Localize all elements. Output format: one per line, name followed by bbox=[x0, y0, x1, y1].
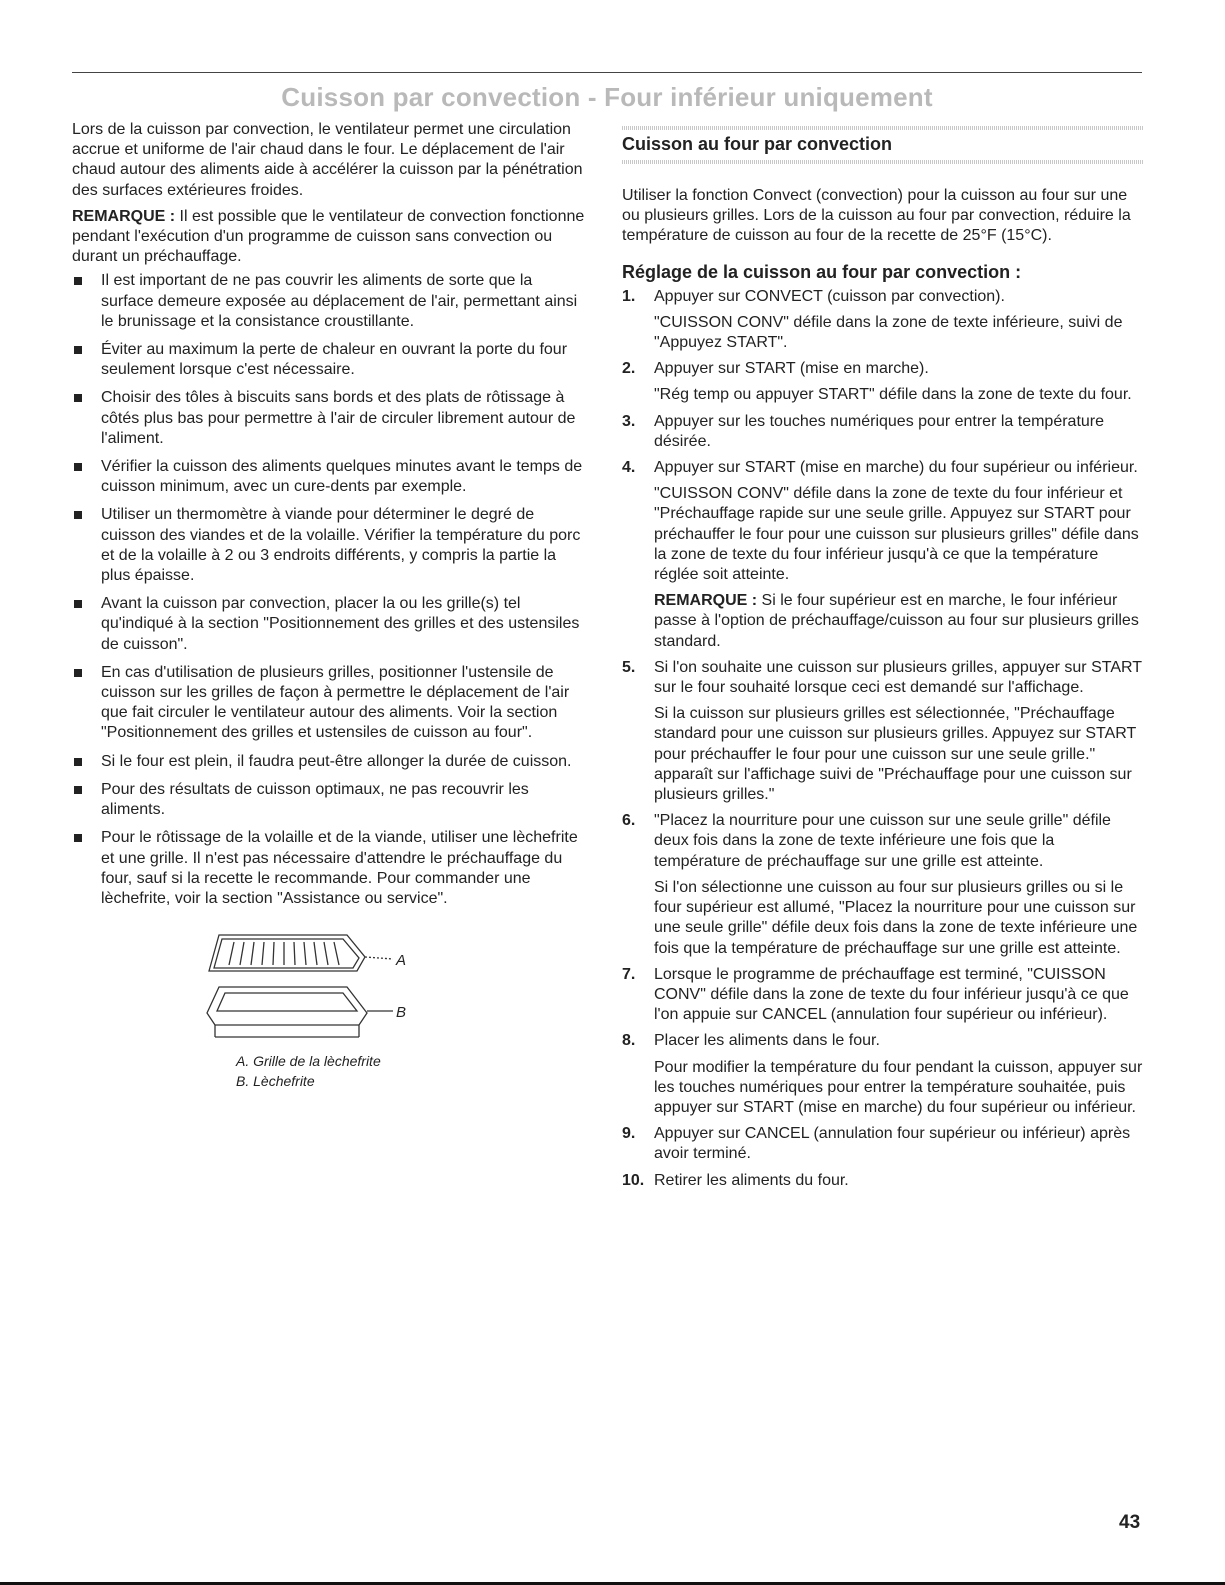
bullet-square-icon bbox=[74, 786, 82, 794]
step-note-text: Si le four supérieur est en marche, le four inférieur passe à l'option de préchauffage/cuisson au four sur plusieurs grilles standard. bbox=[654, 592, 1139, 650]
left-column bbox=[72, 120, 587, 1092]
broiler-pan-drawing bbox=[207, 987, 393, 1037]
broiler-pan-figure bbox=[72, 927, 587, 1092]
step-detail: "CUISSON CONV" défile dans la zone de texte du four inférieur et "Préchauffage rapide sur une seule grille. Appuyez sur START pour préchauffer le four pour une cuisson sur plusieurs grilles" défile dans la zone de texte du four inférieur jusqu'à ce que la température réglée soit atteinte. bbox=[654, 485, 1139, 584]
step-detail: Si la cuisson sur plusieurs grilles est sélectionnée, "Préchauffage standard pour une cuisson sur plusieurs grilles. Appuyez sur START pour préchauffer le four pour une cuisson sur une seule grille." apparaît sur l'affichage suivi de "Préchauffage pour une cuisson sur plusieurs grilles." bbox=[654, 705, 1137, 804]
label-a: A bbox=[396, 952, 407, 970]
step-number: 5. bbox=[622, 658, 636, 676]
step-item bbox=[622, 1031, 1143, 1118]
bullet-square-icon bbox=[74, 346, 82, 354]
convection-intro: Utiliser la fonction Convect (convection) pour la cuisson au four sur une ou plusieurs grilles. Lors de la cuisson au four par convection, réduire la température de cuisson au four de la recette de 25°F (15°C). bbox=[622, 187, 1131, 245]
list-item: Pour le rôtissage de la volaille et de la viande, utiliser une lèchefrite et une grille. Il n'est pas nécessaire d'attendre le préchauffage du four, sauf si la recette le recommande. Pour commander une lèchefrite, voir la section "Assistance ou service". bbox=[72, 828, 587, 909]
step-note bbox=[654, 591, 1143, 652]
list-item: Avant la cuisson par convection, placer la ou les grille(s) tel qu'indiqué à la section "Positionnement des grilles et des ustensiles de cuisson". bbox=[72, 594, 587, 655]
step-item bbox=[622, 359, 1143, 405]
step-number: 2. bbox=[622, 360, 636, 378]
step-number: 8. bbox=[622, 1032, 636, 1050]
bullet-square-icon bbox=[74, 394, 82, 402]
step-text: Appuyer sur CANCEL (annulation four supérieur ou inférieur) après avoir terminé. bbox=[654, 1125, 1131, 1163]
step-item bbox=[622, 1124, 1143, 1164]
step-text: Appuyer sur les touches numériques pour entrer la température désirée. bbox=[654, 412, 1105, 450]
step-number: 1. bbox=[622, 287, 636, 305]
step-number: 7. bbox=[622, 965, 636, 983]
step-note-label: REMARQUE : bbox=[654, 592, 758, 610]
step-text: Lorsque le programme de préchauffage est terminé, "CUISSON CONV" défile dans la zone de texte du four inférieur jusqu'à ce que l'on appuie sur CANCEL (annulation four supérieur ou inférieur). bbox=[654, 965, 1129, 1024]
list-item: Il est important de ne pas couvrir les aliments de sorte que la surface demeure exposée au déplacement de l'air, permettant ainsi le brunissage et la consistance croustillante. bbox=[72, 271, 587, 332]
figure-caption-b: B. Lèchefrite bbox=[236, 1073, 315, 1090]
step-number: 6. bbox=[622, 812, 636, 830]
figure-caption-a: A. Grille de la lèchefrite bbox=[236, 1053, 381, 1070]
step-item bbox=[622, 458, 1143, 652]
step-detail: "Rég temp ou appuyer START" défile dans la zone de texte du four. bbox=[654, 386, 1132, 404]
steps-list bbox=[622, 287, 1143, 1191]
note-label: REMARQUE : bbox=[72, 207, 176, 225]
bullet-square-icon bbox=[74, 277, 82, 285]
bullet-square-icon bbox=[74, 758, 82, 766]
section-band-bottom bbox=[622, 160, 1143, 164]
step-text: Si l'on souhaite une cuisson sur plusieurs grilles, appuyer sur START sur le four souhaité lorsque ceci est demandé sur l'affichage. bbox=[654, 658, 1142, 697]
list-item: Vérifier la cuisson des aliments quelques minutes avant le temps de cuisson minimum, avec un cure-dents par exemple. bbox=[72, 457, 587, 497]
step-text: Appuyer sur START (mise en marche). bbox=[654, 360, 929, 378]
step-text: Appuyer sur START (mise en marche) du four supérieur ou inférieur. bbox=[654, 459, 1138, 477]
step-detail: Pour modifier la température du four pendant la cuisson, appuyer sur les touches numériques pour entrer la température souhaitée, puis appuyer sur START (mise en marche) du four supérieur ou inférieur. bbox=[654, 1058, 1143, 1116]
step-detail: Si l'on sélectionne une cuisson au four sur plusieurs grilles ou si le four supérieur est allumé, "Placez la nourriture pour une cuisson sur une seule grille" défile deux fois dans la zone de texte inférieure une fois que la température de préchauffage sur une grille est atteinte. bbox=[654, 878, 1138, 957]
step-detail: "CUISSON CONV" défile dans la zone de texte inférieure, suivi de "Appuyez START". bbox=[654, 313, 1123, 352]
step-text: "Placez la nourriture pour une cuisson sur une seule grille" défile deux fois dans la zone de texte inférieure une fois que la température de préchauffage sur une grille est atteinte. bbox=[654, 812, 1111, 870]
step-item bbox=[622, 1171, 1143, 1191]
list-item: En cas d'utilisation de plusieurs grilles, positionner l'ustensile de cuisson sur les grilles de façon à permettre le déplacement de l'air que fait circuler le ventilateur autour des aliments. Voir la section "Positionnement des grilles et ustensiles de cuisson au four". bbox=[72, 663, 587, 744]
intro-paragraph: Lors de la cuisson par convection, le ventilateur permet une circulation accrue et uniforme de l'air chaud dans le four. Le déplacement de l'air chaud autour des aliments aide à accélérer la cuisson par la pénétration des surfaces extérieures froides. bbox=[72, 121, 583, 199]
bullet-square-icon bbox=[74, 834, 82, 842]
step-number: 4. bbox=[622, 459, 636, 477]
list-item: Choisir des tôles à biscuits sans bords et des plats de rôtissage à côtés plus bas pour permettre à l'air de circuler librement autour de l'aliment. bbox=[72, 388, 587, 449]
step-item bbox=[622, 412, 1143, 452]
step-number: 10. bbox=[622, 1171, 645, 1189]
section-band-top bbox=[622, 126, 1143, 130]
list-item: Pour des résultats de cuisson optimaux, ne pas recouvrir les aliments. bbox=[72, 780, 587, 820]
section-heading: Cuisson au four par convection bbox=[622, 134, 893, 154]
step-item bbox=[622, 811, 1143, 958]
top-rule bbox=[72, 72, 1142, 73]
bullet-square-icon bbox=[74, 463, 82, 471]
step-text: Placer les aliments dans le four. bbox=[654, 1032, 880, 1050]
note-text: Il est possible que le ventilateur de convection fonctionne pendant l'exécution d'un programme de cuisson sans convection ou durant un préchauffage. bbox=[72, 207, 585, 266]
bullet-square-icon bbox=[74, 511, 82, 519]
section-header-band bbox=[622, 126, 1143, 164]
list-item: Éviter au maximum la perte de chaleur en ouvrant la porte du four seulement lorsque c'est nécessaire. bbox=[72, 340, 587, 380]
list-item: Utiliser un thermomètre à viande pour déterminer le degré de cuisson des viandes et de la volaille. Vérifier la température du porc et de la volaille à 2 ou 3 endroits différents, y compris la partie la plus épaisse. bbox=[72, 505, 587, 586]
broiler-grid-drawing bbox=[209, 935, 393, 971]
note-paragraph bbox=[72, 207, 587, 268]
step-number: 3. bbox=[622, 412, 636, 430]
bullet-square-icon bbox=[74, 600, 82, 608]
list-item: Si le four est plein, il faudra peut-être allonger la durée de cuisson. bbox=[72, 752, 587, 772]
step-item bbox=[622, 965, 1143, 1026]
label-b: B bbox=[396, 1004, 407, 1022]
step-text: Retirer les aliments du four. bbox=[654, 1171, 849, 1189]
step-item bbox=[622, 658, 1143, 805]
step-number: 9. bbox=[622, 1125, 636, 1143]
step-item bbox=[622, 287, 1143, 354]
step-text: Appuyer sur CONVECT (cuisson par convection). bbox=[654, 287, 1005, 305]
tips-list bbox=[72, 271, 587, 909]
bullet-square-icon bbox=[74, 669, 82, 677]
page-number: 43 bbox=[1119, 1512, 1141, 1533]
page-title: Cuisson par convection - Four inférieur uniquement bbox=[281, 82, 933, 112]
right-column bbox=[622, 126, 1143, 1197]
broiler-pan-illustration bbox=[197, 927, 497, 1045]
setup-heading: Réglage de la cuisson au four par convection : bbox=[622, 261, 1022, 282]
